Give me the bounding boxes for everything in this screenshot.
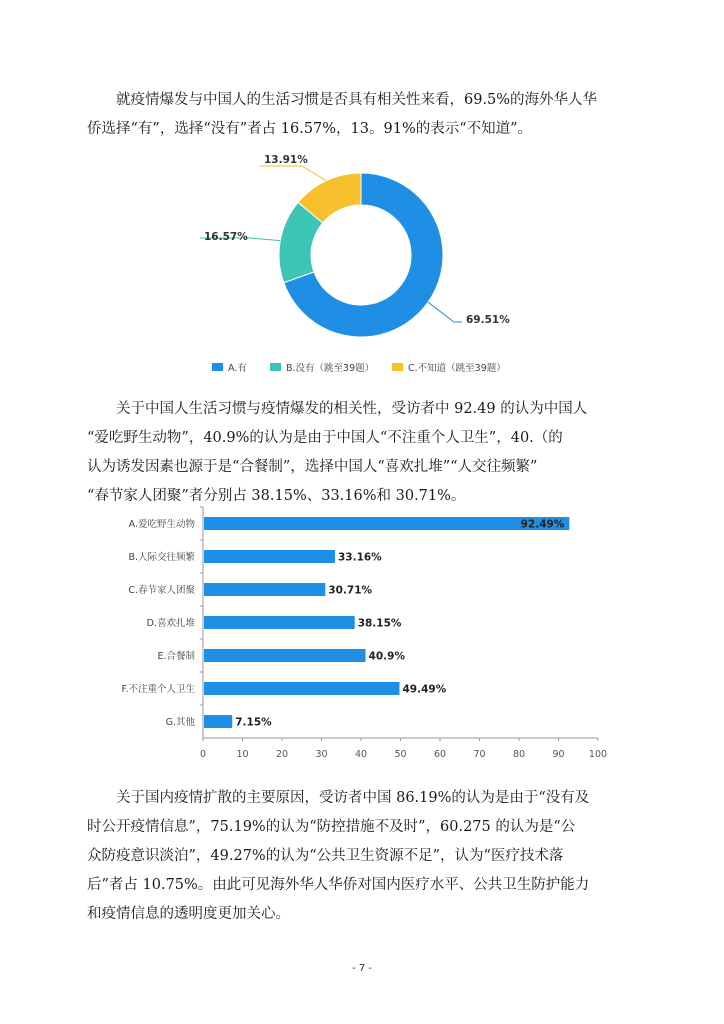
paragraph-line: 就疫情爆发与中国人的生活习惯是否具有相关性来看，69.5%的海外华人华 bbox=[87, 92, 598, 108]
data-label: 7.15% bbox=[235, 716, 272, 729]
category-label: B.人际交往频繁 bbox=[128, 552, 195, 563]
bar bbox=[204, 682, 399, 695]
x-tick-label: 30 bbox=[315, 749, 328, 760]
legend-label: C.不知道（跳至39题） bbox=[408, 363, 506, 374]
data-label: 38.15% bbox=[357, 617, 402, 630]
data-label: 13.91% bbox=[264, 154, 308, 166]
paragraph-line: 众防疫意识淡泊”，49.27%的认为“公共卫生资源不足”，认为“医疗技术落 bbox=[87, 848, 564, 864]
paragraph-line: 后”者占 10.75%。由此可见海外华人华侨对国内医疗水平、公共卫生防护能力 bbox=[87, 877, 590, 893]
data-label: 16.57% bbox=[204, 231, 248, 243]
category-label: F.不注重个人卫生 bbox=[121, 684, 195, 695]
bar bbox=[204, 715, 232, 728]
x-tick-label: 90 bbox=[552, 749, 565, 760]
paragraph-line: 时公开疫情信息”，75.19%的认为“防控措施不及时”，60.275 的认为是“公 bbox=[87, 819, 576, 835]
x-tick-label: 70 bbox=[473, 749, 486, 760]
data-label: 40.9% bbox=[368, 650, 405, 663]
bar bbox=[204, 550, 335, 563]
paragraph-line: 关于国内疫情扩散的主要原因，受访者中国 86.19%的认为是由于“没有及 bbox=[87, 790, 590, 806]
data-label: 30.71% bbox=[328, 584, 373, 597]
data-label: 49.49% bbox=[402, 683, 447, 696]
paragraph-line: “爱吃野生动物”，40.9%的认为是由于中国人“不注重个人卫生”，40.（的 bbox=[87, 430, 563, 446]
paragraph-line: “春节家人团聚”者分别占 38.15%、33.16%和 30.71%。 bbox=[87, 488, 466, 504]
bar bbox=[204, 649, 366, 662]
paragraph-line: 关于中国人生活习惯与疫情爆发的相关性，受访者中 92.49 的认为中国人 bbox=[87, 401, 588, 417]
x-tick-label: 60 bbox=[433, 749, 447, 760]
legend-label: B.没有（跳至39题） bbox=[286, 363, 375, 374]
x-tick-label: 20 bbox=[275, 749, 289, 760]
legend-label: A.有 bbox=[228, 363, 247, 374]
bar bbox=[204, 517, 569, 530]
x-tick-label: 50 bbox=[394, 749, 407, 760]
category-label: A.爱吃野生动物 bbox=[128, 519, 195, 530]
x-tick-label: 80 bbox=[512, 749, 526, 760]
data-label: 92.49% bbox=[520, 518, 565, 531]
category-label: E.合餐制 bbox=[157, 651, 195, 662]
category-label: C.春节家人团聚 bbox=[128, 585, 195, 596]
paragraph-line: 认为诱发因素也源于是“合餐制”，选择中国人“喜欢扎堆”“人交往频繁” bbox=[87, 459, 538, 475]
category-label: D.喜欢扎堆 bbox=[146, 618, 195, 629]
page-number: - 7 - bbox=[352, 963, 372, 974]
bar bbox=[204, 616, 355, 629]
x-tick-label: 100 bbox=[588, 749, 608, 760]
category-label: G.其他 bbox=[165, 717, 195, 728]
data-label: 33.16% bbox=[337, 551, 382, 564]
x-tick-label: 40 bbox=[354, 749, 368, 760]
data-label: 69.51% bbox=[466, 314, 510, 326]
paragraph-3 bbox=[87, 784, 637, 929]
x-tick-label: 0 bbox=[199, 749, 207, 760]
paragraph-line: 侨选择“有”，选择“没有”者占 16.57%，13。91%的表示“不知道”。 bbox=[87, 121, 533, 137]
x-tick-label: 10 bbox=[236, 749, 249, 760]
paragraph-line: 和疫情信息的透明度更加关心。 bbox=[87, 906, 290, 922]
bar bbox=[204, 583, 325, 596]
